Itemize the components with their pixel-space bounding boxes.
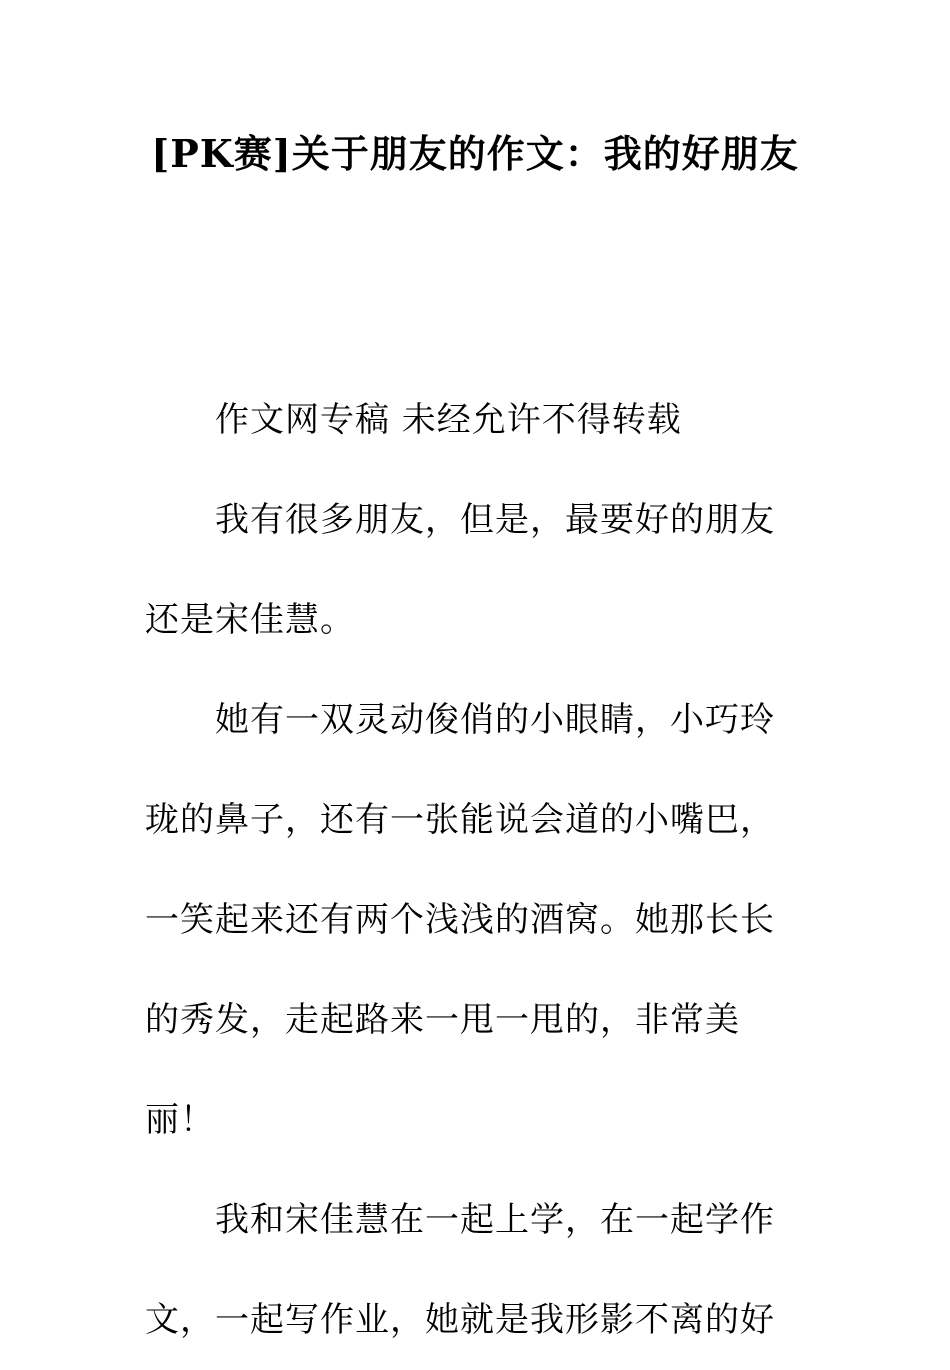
paragraph-friend-description: 她有一双灵动俊俏的小眼睛，小巧玲珑的鼻子，还有一张能说会道的小嘴巴，一笑起来还有两个浅浅的酒窝。她那长长的秀发，走起路来一甩一甩的，非常美丽！: [145, 700, 775, 1140]
paragraph-together: 我和宋佳慧在一起上学，在一起学作文，一起写作业，她就是我形影不离的好: [145, 1200, 775, 1340]
paragraph-best-friend: 我有很多朋友，但是，最要好的朋友还是宋佳慧。: [145, 500, 775, 640]
paragraph-copyright-notice: 作文网专稿 未经允许不得转载: [215, 400, 682, 440]
document-title: [PK赛]关于朋友的作文：我的好朋友: [151, 131, 799, 176]
document-body: [145, 370, 805, 1370]
